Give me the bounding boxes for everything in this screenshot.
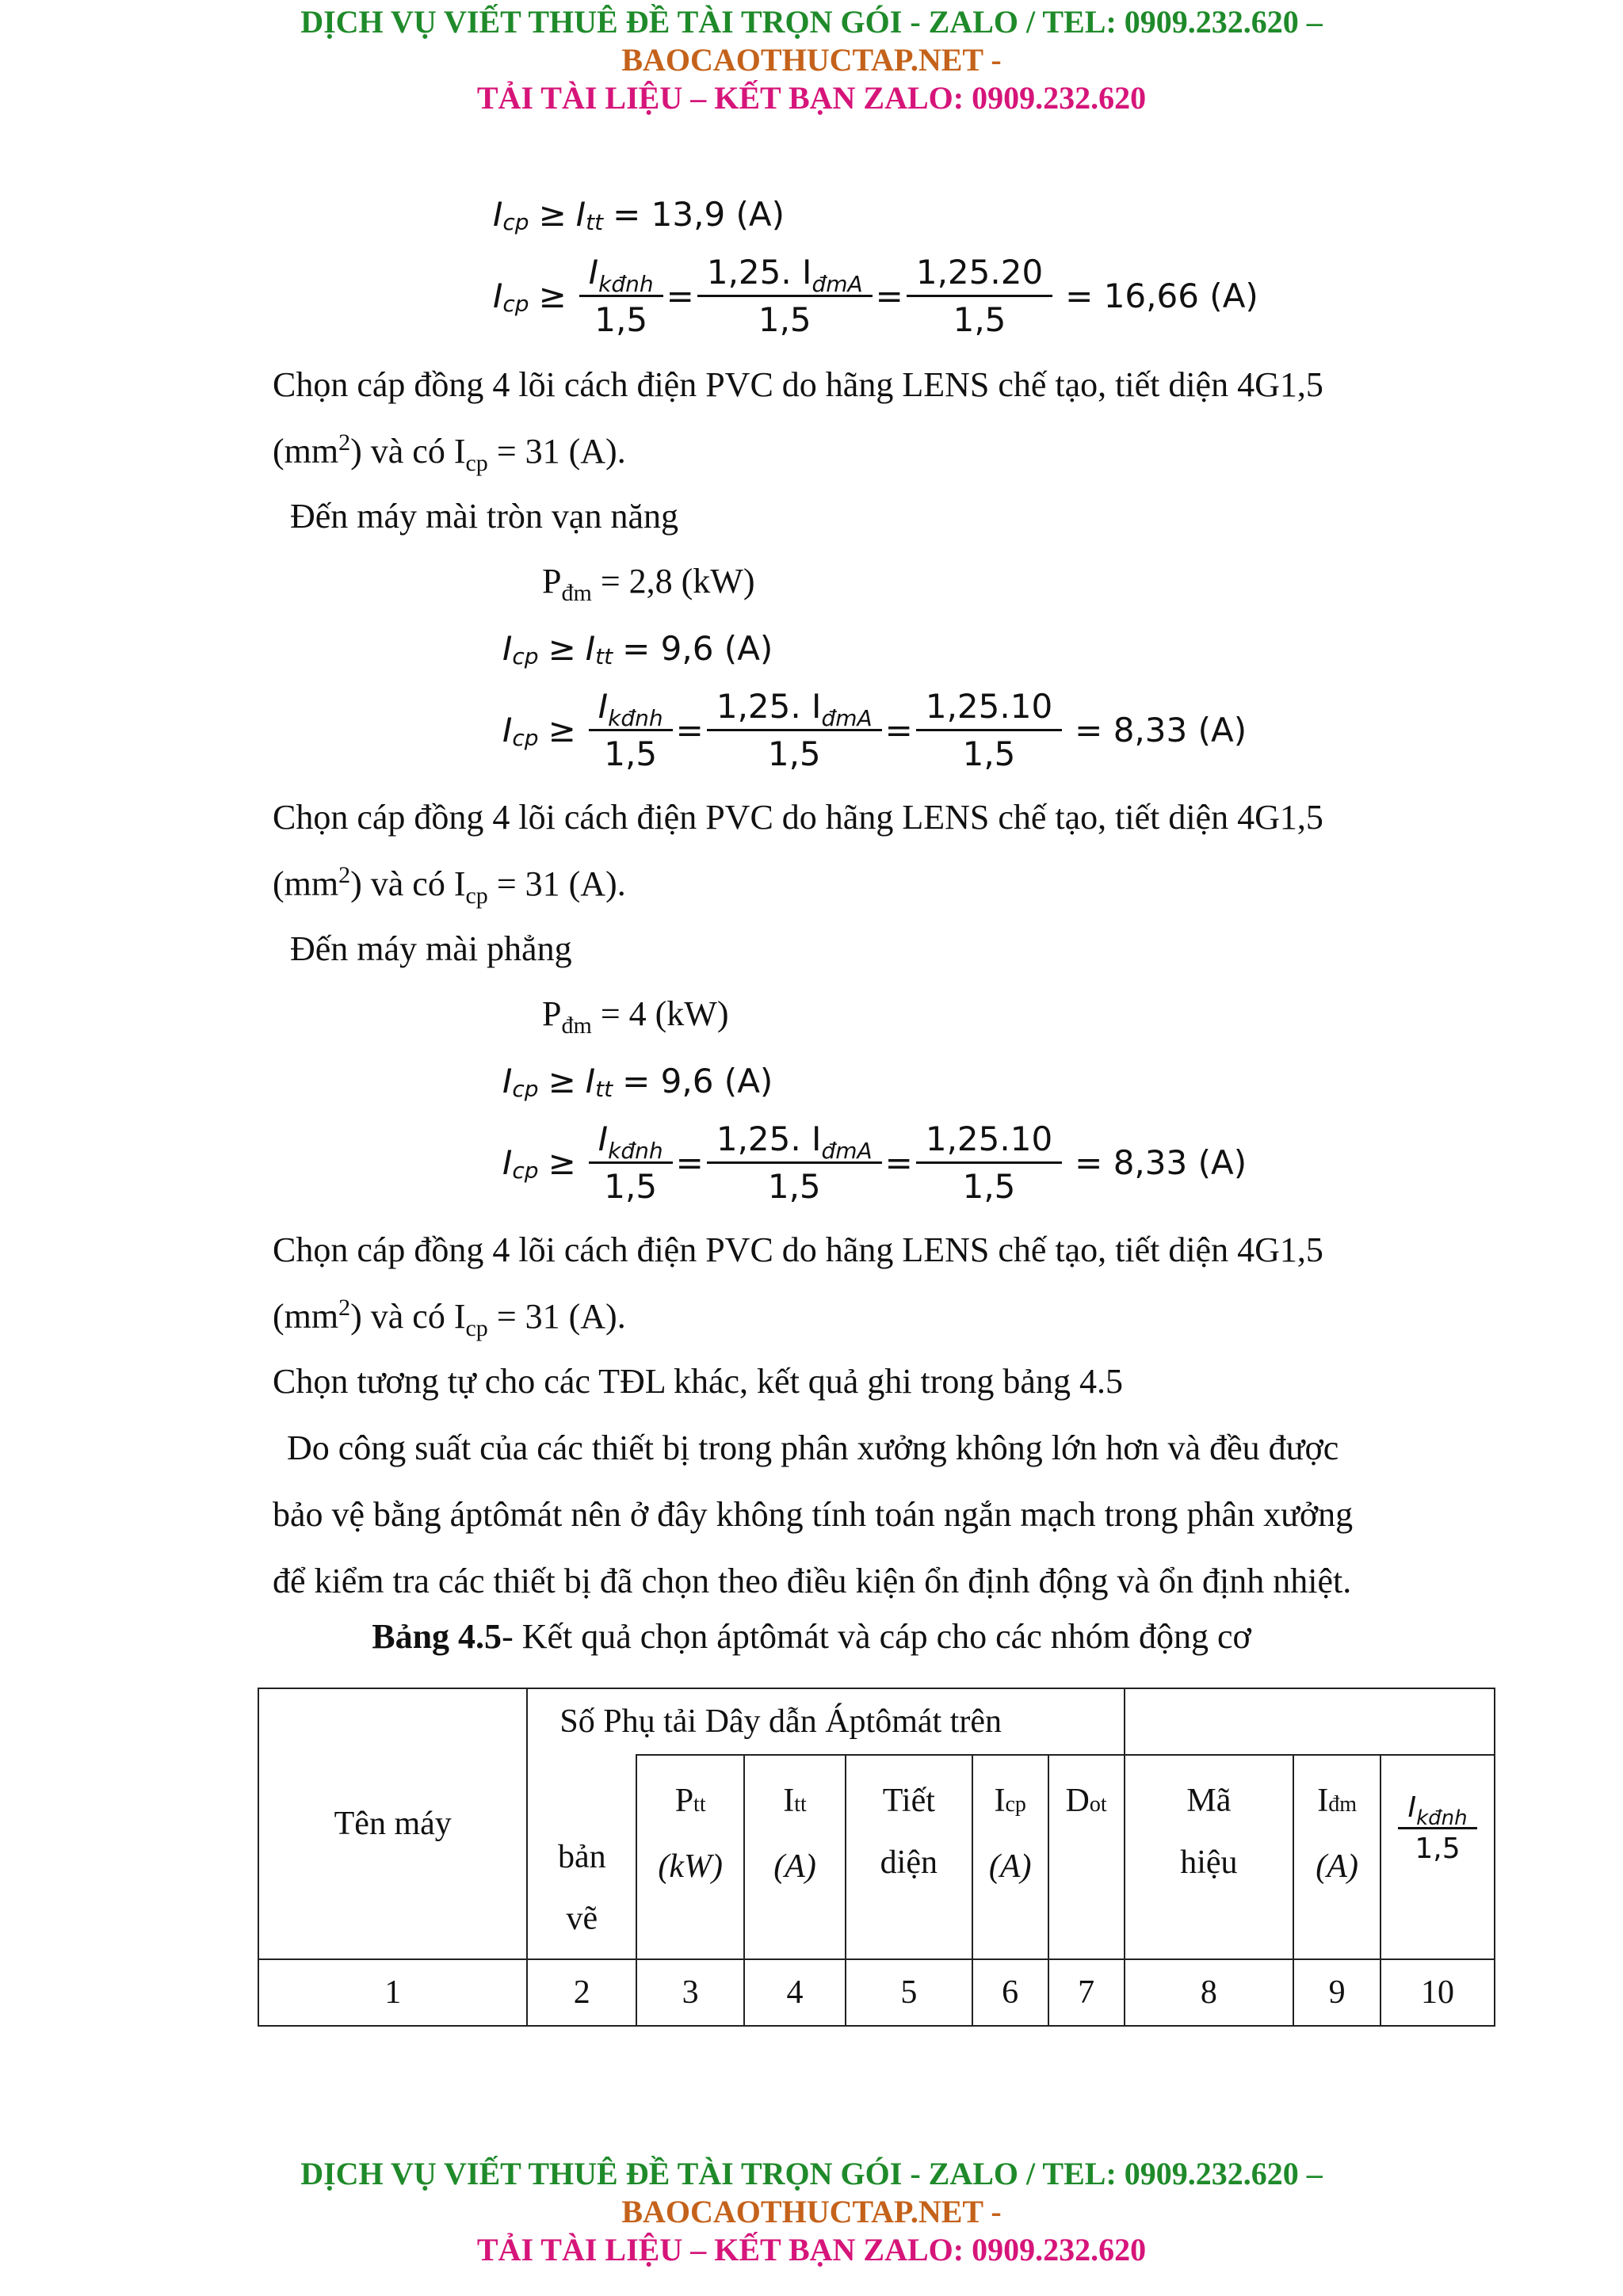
cable-choice-value-3: $(mm^2)$ và có $I_{cp} = 31$ (A). [273, 1295, 626, 1341]
col-number-4: 4 [744, 1959, 846, 2026]
header-ten-may: Tên máy [258, 1688, 527, 1959]
equation-icp-kdnh-2: I cp ≥ $\frac{I_{kđnh}}{1,5}$ = $\frac{1,25. I_{đmA}}{1,5}$ = $\frac{1,25.10}{1,5}$ = 8,33 (A) [502, 686, 1247, 773]
equation-icp-itt-1: I cp ≥ I tt = 13,9 (A) [493, 194, 785, 235]
header-banner [0, 3, 1623, 117]
footer-line-service: DỊCH VỤ VIẾT THUÊ ĐỀ TÀI TRỌN GÓI - ZALO / TEL: 0909.232.620 – [300, 2156, 1323, 2191]
heading-may-mai-phang: Đến máy mài phẳng [290, 929, 572, 968]
header-ptt: Ptt (kW) [636, 1755, 744, 1959]
header-ban-ve: bản vẽ [527, 1755, 636, 1959]
heading-may-mai-tron: Đến máy mài tròn vạn năng [290, 497, 678, 536]
similar-choice-text: Chọn tương tự cho các TĐL khác, kết quả ghi trong bảng 4.5 [273, 1362, 1123, 1401]
table-header-row-1 [258, 1688, 1495, 1755]
paragraph-line-3: để kiểm tra các thiết bị đã chọn theo điều kiện ổn định động và ổn định nhiệt. [273, 1562, 1352, 1600]
power-rating-2: $P_{đm} = 2,8$ (kW) [542, 562, 755, 606]
power-rating-3: $P_{đm} = 4$ (kW) [542, 994, 729, 1039]
equation-icp-itt-3: I cp ≥ I tt = 9,6 (A) [502, 1061, 773, 1102]
header-idm: Iđm (A) [1293, 1755, 1381, 1959]
col-number-5: 5 [846, 1959, 972, 2026]
paragraph-line-1: Do công suất của các thiết bị trong phân xưởng không lớn hơn và đều được [287, 1428, 1339, 1467]
col-number-7: 7 [1048, 1959, 1125, 2026]
col-number-3: 3 [636, 1959, 744, 2026]
table-caption: Bảng 4.5- Kết quả chọn áptômát và cáp cho các nhóm động cơ [372, 1617, 1251, 1656]
cable-choice-text-2: Chọn cáp đồng 4 lõi cách điện PVC do hãng LENS chế tạo, tiết diện 4G1,5 [273, 798, 1323, 837]
col-number-1: 1 [258, 1959, 527, 2026]
banner-line-site: BAOCAOTHUCTAP.NET - [621, 42, 1002, 78]
footer-line-download: TẢI TÀI LIỆU – KẾT BẠN ZALO: 0909.232.620 [476, 2232, 1147, 2267]
header-tiet-dien: Tiết diện [846, 1755, 972, 1959]
col-number-2: 2 [527, 1959, 636, 2026]
header-dot: Dot [1048, 1755, 1125, 1959]
equation-icp-itt-2: I cp ≥ I tt = 9,6 (A) [502, 628, 773, 669]
equation-icp-kdnh-3: I cp ≥ $\frac{I_{kđnh}}{1,5}$ = $\frac{1,25. I_{đmA}}{1,5}$ = $\frac{1,25.10}{1,5}$ = 8,33 (A) [502, 1119, 1247, 1206]
cable-choice-value-2: $(mm^2)$ và có $I_{cp} = 31$ (A). [273, 862, 626, 909]
col-number-9: 9 [1293, 1959, 1381, 2026]
header-group-empty [1125, 1688, 1495, 1755]
banner-line-download: TẢI TÀI LIỆU – KẾT BẠN ZALO: 0909.232.620 [476, 80, 1147, 116]
footer-line-site: BAOCAOTHUCTAP.NET - [621, 2194, 1002, 2229]
col-number-6: 6 [972, 1959, 1048, 2026]
cable-choice-value-1: $(mm^2)$ và có $I_{cp} = 31$ (A). [273, 429, 626, 476]
col-number-10: 10 [1381, 1959, 1495, 2026]
paragraph-line-2: bảo vệ bằng áptômát nên ở đây không tính toán ngắn mạch trong phân xưởng [273, 1495, 1354, 1534]
equation-icp-kdnh-1: I cp ≥ $\frac{I_{kđnh}}{1,5}$ = $\frac{1,25. I_{đmA}}{1,5}$ = $\frac{1,25.20}{1,5}$ = 16,66 (A) [493, 252, 1258, 339]
table-number-row [258, 1959, 1495, 2026]
header-group: Số Phụ tải Dây dẫn Áptômát trên [527, 1688, 1124, 1755]
header-icp: Icp (A) [972, 1755, 1048, 1959]
cable-choice-text-3: Chọn cáp đồng 4 lõi cách điện PVC do hãng LENS chế tạo, tiết diện 4G1,5 [273, 1230, 1323, 1269]
header-ikdnh-ratio: $\frac{I_{kđnh}}{1,5}$ [1381, 1755, 1495, 1959]
results-table [258, 1688, 1495, 2027]
cable-choice-text-1: Chọn cáp đồng 4 lõi cách điện PVC do hãng LENS chế tạo, tiết diện 4G1,5 [273, 365, 1323, 404]
header-itt: Itt (A) [744, 1755, 846, 1959]
header-ma-hieu: Mã hiệu [1125, 1755, 1294, 1959]
banner-line-service: DỊCH VỤ VIẾT THUÊ ĐỀ TÀI TRỌN GÓI - ZALO / TEL: 0909.232.620 – [300, 4, 1323, 40]
col-number-8: 8 [1125, 1959, 1294, 2026]
footer-banner [0, 2155, 1623, 2269]
